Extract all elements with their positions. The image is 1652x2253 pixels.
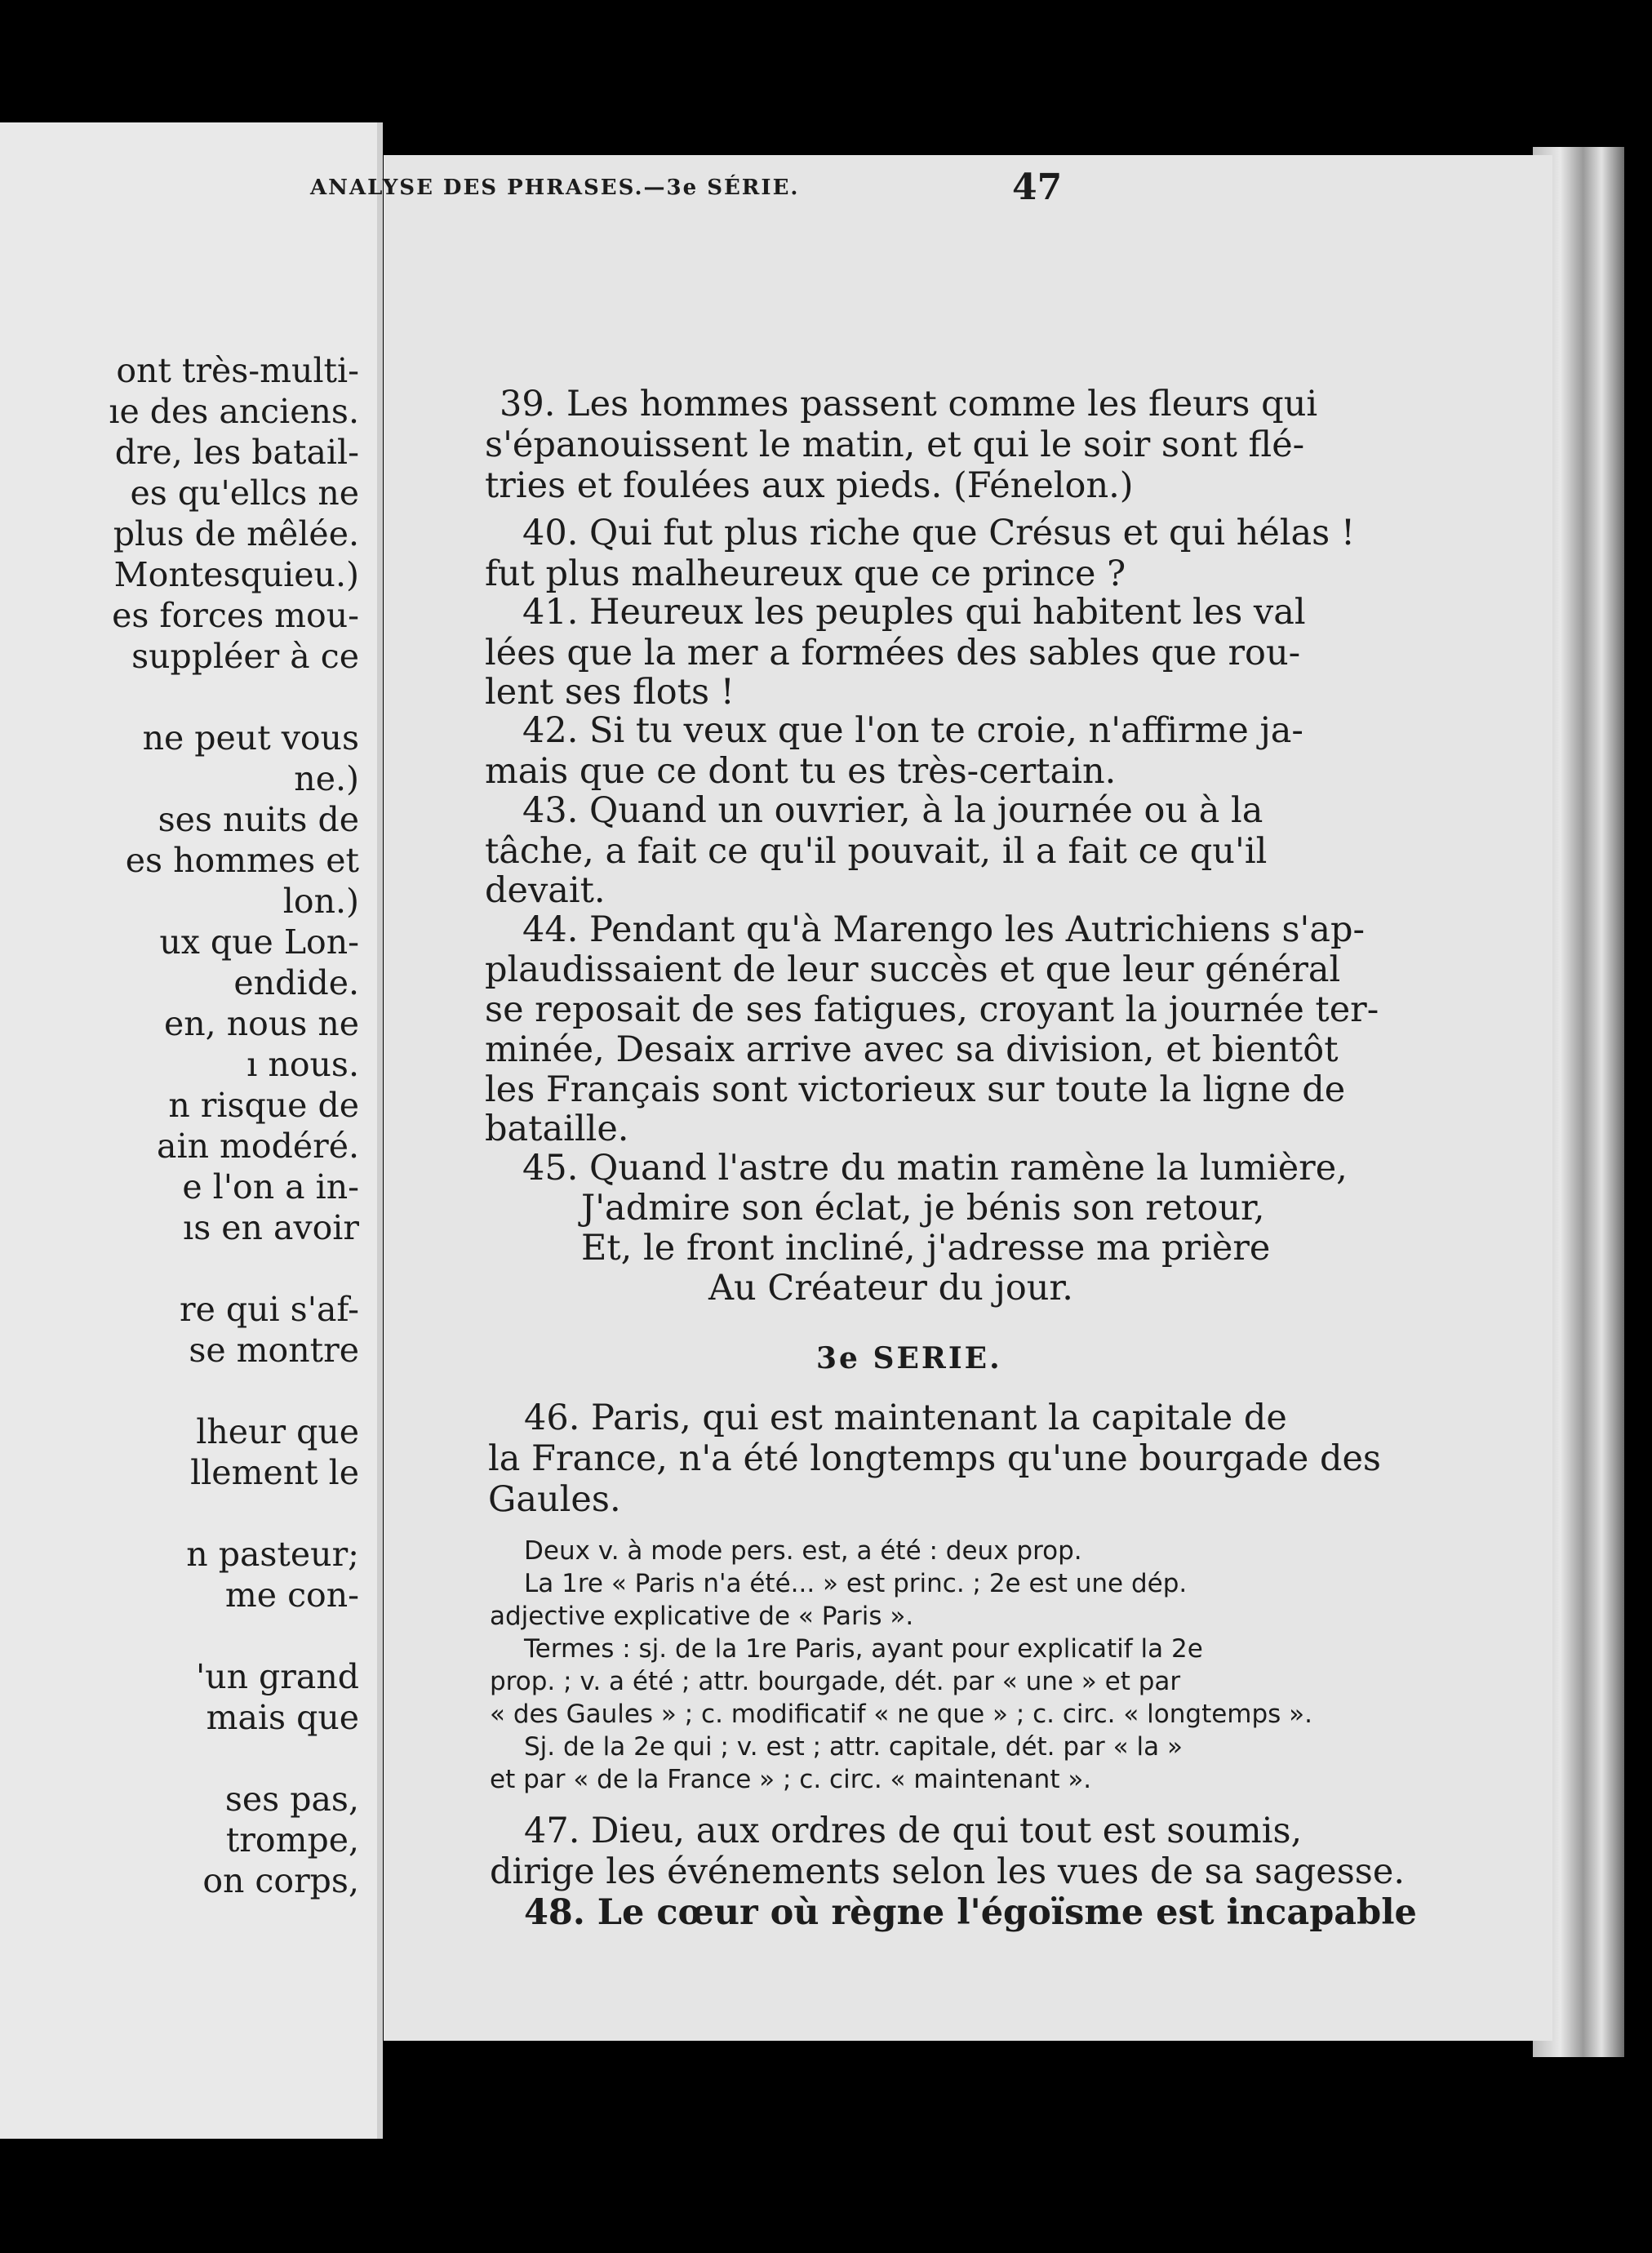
analysis-line: La 1re « Paris n'a été... » est princ. ; 2e est une dép.: [524, 1569, 1188, 1598]
text-line: 42. Si tu veux que l'on te croie, n'affirme ja-: [522, 710, 1303, 751]
left-text-line: ne peut vous: [142, 718, 359, 758]
left-text-line: 'un grand: [195, 1657, 359, 1696]
left-text-line: e l'on a in-: [182, 1167, 359, 1206]
text-line: devait.: [485, 870, 606, 911]
text-line: tries et foulées aux pieds. (Fénelon.): [485, 465, 1134, 506]
left-text-line: lheur que: [196, 1412, 359, 1451]
left-text-line: Montesquieu.): [113, 555, 359, 594]
verse-line: Au Créateur du jour.: [708, 1268, 1073, 1309]
analysis-line: Deux v. à mode pers. est, a été : deux prop.: [524, 1536, 1082, 1566]
verse-line: J'admire son éclat, je bénis son retour,: [581, 1188, 1265, 1229]
left-text-line: ses pas,: [224, 1780, 359, 1819]
left-text-line: ıs en avoir: [183, 1208, 359, 1247]
left-text-line: plus de mêlée.: [113, 514, 359, 553]
text-line: s'épanouissent le matin, et qui le soir sont flé-: [485, 424, 1305, 465]
left-text-line: es hommes et: [125, 841, 359, 880]
left-text-line: ıe des anciens.: [109, 392, 359, 431]
text-line: 44. Pendant qu'à Marengo les Autrichiens s'ap-: [522, 909, 1366, 950]
running-head: ANALYSE DES PHRASES.—3e SÉRIE.: [310, 176, 800, 200]
left-page-text: [0, 122, 377, 2139]
text-line: les Français sont victorieux sur toute la ligne de: [485, 1069, 1346, 1110]
left-text-line: ux que Lon-: [159, 922, 359, 962]
page-number: 47: [1012, 167, 1063, 208]
left-text-line: ont très-multi-: [116, 351, 359, 390]
left-text-line: ses nuits de: [158, 800, 359, 839]
text-line: mais que ce dont tu es très-certain.: [485, 751, 1117, 792]
text-line: se reposait de ses fatigues, croyant la journée ter-: [485, 989, 1379, 1030]
left-text-line: es qu'ellcs ne: [130, 473, 359, 513]
text-line: lées que la mer a formées des sables que rou-: [485, 633, 1301, 673]
analysis-line: Termes : sj. de la 1re Paris, ayant pour explicatif la 2e: [524, 1634, 1203, 1664]
left-text-line: suppléer à ce: [131, 637, 359, 676]
analysis-line: adjective explicative de « Paris ».: [490, 1602, 914, 1631]
left-text-line: endide.: [233, 963, 359, 1002]
verse-line: Et, le front incliné, j'adresse ma prière: [581, 1228, 1271, 1269]
text-line: 40. Qui fut plus riche que Crésus et qui hélas !: [522, 513, 1356, 553]
text-line: 43. Quand un ouvrier, à la journée ou à la: [522, 790, 1263, 831]
left-text-line: me con-: [224, 1575, 359, 1615]
text-line: plaudissaient de leur succès et que leur général: [485, 949, 1341, 990]
text-line: dirige les événements selon les vues de sa sagesse.: [490, 1851, 1405, 1892]
left-text-line: n pasteur;: [186, 1535, 359, 1574]
text-line: minée, Desaix arrive avec sa division, et bientôt: [485, 1029, 1339, 1070]
left-text-line: mais que: [206, 1698, 359, 1737]
text-line: 48. Le cœur où règne l'égoïsme est incapable: [524, 1892, 1417, 1933]
left-text-line: llement le: [190, 1453, 359, 1492]
left-text-line: trompe,: [225, 1820, 359, 1860]
analysis-line: et par « de la France » ; c. circ. « maintenant ».: [490, 1765, 1092, 1794]
analysis-line: prop. ; v. a été ; attr. bourgade, dét. par « une » et par: [490, 1667, 1181, 1696]
left-text-line: n risque de: [168, 1086, 359, 1125]
analysis-line: Sj. de la 2e qui ; v. est ; attr. capitale, dét. par « la »: [524, 1732, 1183, 1762]
series-heading: 3e SERIE.: [816, 1341, 1002, 1375]
text-line: Gaules.: [488, 1479, 621, 1520]
text-line: tâche, a fait ce qu'il pouvait, il a fait ce qu'il: [485, 831, 1268, 872]
left-page: [0, 122, 383, 2139]
left-text-line: se montre: [189, 1331, 359, 1370]
left-text-line: re qui s'af-: [179, 1290, 359, 1329]
left-text-line: dre, les batail-: [114, 433, 359, 472]
text-line: 45. Quand l'astre du matin ramène la lumière,: [522, 1148, 1348, 1189]
text-line: bataille.: [485, 1109, 629, 1149]
text-line: lent ses flots !: [485, 672, 735, 713]
left-text-line: lon.): [282, 882, 359, 921]
left-text-line: on corps,: [202, 1861, 359, 1900]
left-text-line: ne.): [294, 759, 359, 798]
text-line: 47. Dieu, aux ordres de qui tout est soumis,: [524, 1811, 1303, 1851]
left-text-line: es forces mou-: [112, 596, 359, 635]
left-text-line: en, nous ne: [164, 1004, 359, 1043]
text-line: 39. Les hommes passent comme les fleurs qui: [500, 384, 1318, 424]
analysis-line: « des Gaules » ; c. modificatif « ne que » ; c. circ. « longtemps ».: [490, 1700, 1312, 1729]
left-text-line: ı nous.: [246, 1045, 359, 1084]
text-line: la France, n'a été longtemps qu'une bourgade des: [488, 1438, 1381, 1479]
text-line: fut plus malheureux que ce prince ?: [485, 553, 1126, 594]
left-text-line: ain modéré.: [157, 1126, 359, 1166]
text-line: 46. Paris, qui est maintenant la capitale de: [524, 1398, 1287, 1438]
text-line: 41. Heureux les peuples qui habitent les val: [522, 592, 1306, 633]
